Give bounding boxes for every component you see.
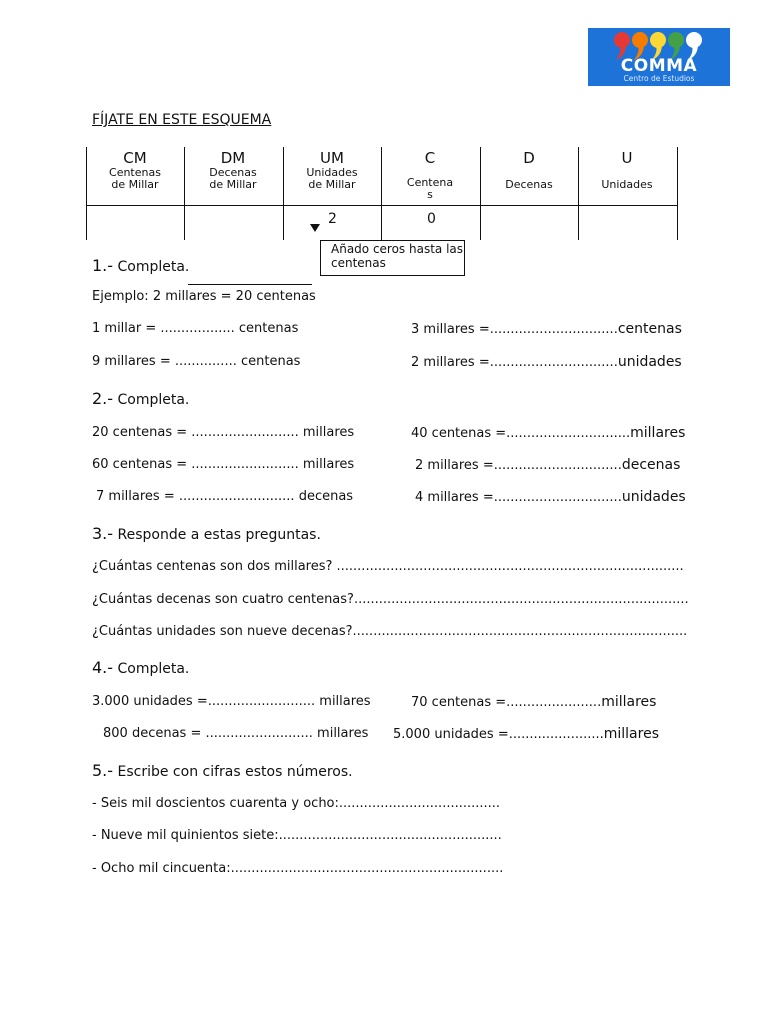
cell-um-value: 2 bbox=[328, 211, 337, 227]
section-2-heading: 2.- Completa. bbox=[92, 389, 190, 408]
exercise-1b: 3 millares =...............................centenas bbox=[411, 321, 682, 337]
exercise-4d: 5.000 unidades =.......................millares bbox=[393, 726, 659, 742]
column-um: UM Unidades de Millar bbox=[306, 149, 358, 191]
underline-decoration bbox=[188, 284, 312, 285]
column-u: U Unidades bbox=[601, 149, 653, 191]
exercise-4b: 70 centenas =.......................millares bbox=[411, 694, 657, 710]
section-3-heading: 3.- Responde a estas preguntas. bbox=[92, 524, 321, 543]
section-1-heading: 1.- Completa. bbox=[92, 256, 190, 275]
exercise-2d: 2 millares =...............................decenas bbox=[415, 457, 681, 473]
exercise-1c: 9 millares = ............... centenas bbox=[92, 354, 301, 369]
section-5-heading: 5.- Escribe con cifras estos números. bbox=[92, 761, 353, 780]
logo-brand: COMMA bbox=[620, 56, 698, 76]
cell-c-value: 0 bbox=[427, 211, 436, 227]
place-value-table bbox=[86, 147, 678, 240]
question-3: ¿Cuántas unidades son nueve decenas?................................................................................. bbox=[92, 624, 688, 639]
exercise-1a: 1 millar = .................. centenas bbox=[92, 321, 299, 336]
column-dm: DM Decenas de Millar bbox=[209, 149, 257, 191]
page-title: FÍJATE EN ESTE ESQUEMA bbox=[92, 112, 272, 128]
exercise-4a: 3.000 unidades =.......................... millares bbox=[92, 694, 371, 709]
number-words-2: - Nueve mil quinientos siete:...................................................... bbox=[92, 828, 502, 843]
question-1: ¿Cuántas centenas son dos millares? .................................................................................... bbox=[92, 559, 684, 574]
exercise-2e: 7 millares = ............................ decenas bbox=[96, 489, 354, 504]
note-callout: Añado ceros hasta las centenas bbox=[320, 240, 465, 276]
exercise-2f: 4 millares =...............................unidades bbox=[415, 489, 686, 505]
arrow-down-icon bbox=[310, 224, 320, 232]
exercise-2a: 20 centenas = .......................... millares bbox=[92, 425, 355, 440]
comma-logo bbox=[588, 28, 730, 86]
exercise-2b: 40 centenas =..............................millares bbox=[411, 425, 686, 441]
column-d: D Decenas bbox=[505, 149, 553, 191]
number-words-1: - Seis mil doscientos cuarenta y ocho:....................................... bbox=[92, 796, 501, 811]
logo-subtitle: Centro de Estudios bbox=[623, 74, 695, 83]
exercise-2c: 60 centenas = .......................... millares bbox=[92, 457, 355, 472]
exercise-1d: 2 millares =...............................unidades bbox=[411, 354, 682, 370]
column-cm: CM Centenas de Millar bbox=[109, 149, 161, 191]
question-2: ¿Cuántas decenas son cuatro centenas?................................................................................. bbox=[92, 592, 689, 607]
column-c: C Centena s bbox=[406, 149, 454, 201]
number-words-3: - Ocho mil cincuenta:.................................................................. bbox=[92, 861, 504, 876]
example-line: Ejemplo: 2 millares = 20 centenas bbox=[92, 289, 316, 304]
section-4-heading: 4.- Completa. bbox=[92, 658, 190, 677]
exercise-4c: 800 decenas = .......................... millares bbox=[103, 726, 369, 741]
